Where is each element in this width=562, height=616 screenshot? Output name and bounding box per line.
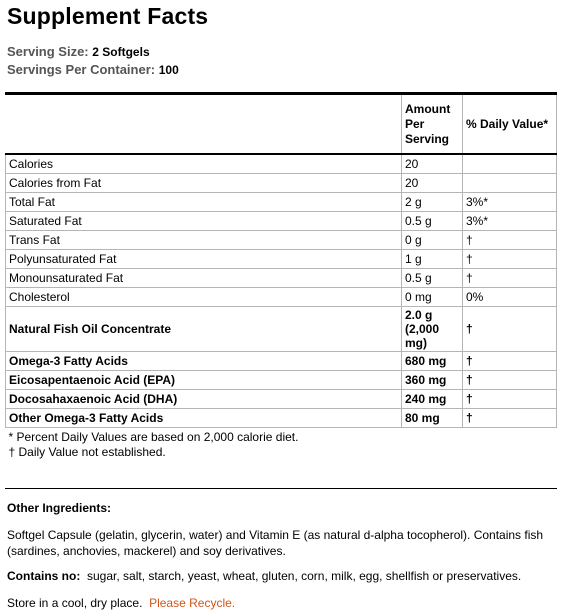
table-row: Natural Fish Oil Concentrate 2.0 g (2,000 mg) † xyxy=(6,307,557,352)
table-row: Polyunsaturated Fat 1 g † xyxy=(6,250,557,269)
contains-no-label: Contains no: xyxy=(7,569,81,583)
facts-table xyxy=(5,95,557,462)
servings-per-container xyxy=(7,62,179,77)
recycle-note: Please Recycle. xyxy=(149,596,236,610)
contains-no-text: sugar, salt, starch, yeast, wheat, gluten, corn, milk, egg, shellfish or preservatives. xyxy=(87,569,522,583)
servings-per-container-value: 100 xyxy=(158,63,179,77)
other-ingredients-heading: Other Ingredients: xyxy=(7,501,112,515)
footnote-dagger: † Daily Value not established. xyxy=(8,445,166,459)
table-row: Trans Fat 0 g † xyxy=(6,231,557,250)
table-row: Eicosapentaenoic Acid (EPA) 360 mg † xyxy=(6,371,557,390)
table-row: Other Omega-3 Fatty Acids 80 mg † xyxy=(6,409,557,428)
thin-divider xyxy=(5,488,557,489)
footnotes xyxy=(6,428,557,463)
storage-text: Store in a cool, dry place. xyxy=(7,596,143,610)
serving-size-label: Serving Size: xyxy=(7,44,89,59)
storage-instructions xyxy=(7,596,235,610)
contains-no xyxy=(7,569,521,583)
servings-per-container-label: Servings Per Container: xyxy=(7,62,156,77)
other-ingredients-text: Softgel Capsule (gelatin, glycerin, water) and Vitamin E (as natural d-alpha tocopherol). Contains fish (sardines, anchovies, mackerel) and soy derivatives. xyxy=(7,528,544,558)
table-row: Docosahaxaenoic Acid (DHA) 240 mg † xyxy=(6,390,557,409)
table-row: Cholesterol 0 mg 0% xyxy=(6,288,557,307)
serving-size-value: 2 Softgels xyxy=(92,45,150,59)
table-row: Calories 20 xyxy=(6,154,557,174)
table-header xyxy=(6,95,557,154)
table-row: Total Fat 2 g 3%* xyxy=(6,193,557,212)
table-row: Saturated Fat 0.5 g 3%* xyxy=(6,212,557,231)
amount-per-serving-header: Amount Per Serving xyxy=(402,95,463,154)
daily-value-header: % Daily Value* xyxy=(463,95,557,154)
table-row: Calories from Fat 20 xyxy=(6,174,557,193)
serving-size xyxy=(7,44,150,59)
page-title: Supplement Facts xyxy=(7,3,209,29)
table-row: Omega-3 Fatty Acids 680 mg † xyxy=(6,352,557,371)
footnote-percent: * Percent Daily Values are based on 2,000 calorie diet. xyxy=(8,430,299,444)
table-row: Monounsaturated Fat 0.5 g † xyxy=(6,269,557,288)
